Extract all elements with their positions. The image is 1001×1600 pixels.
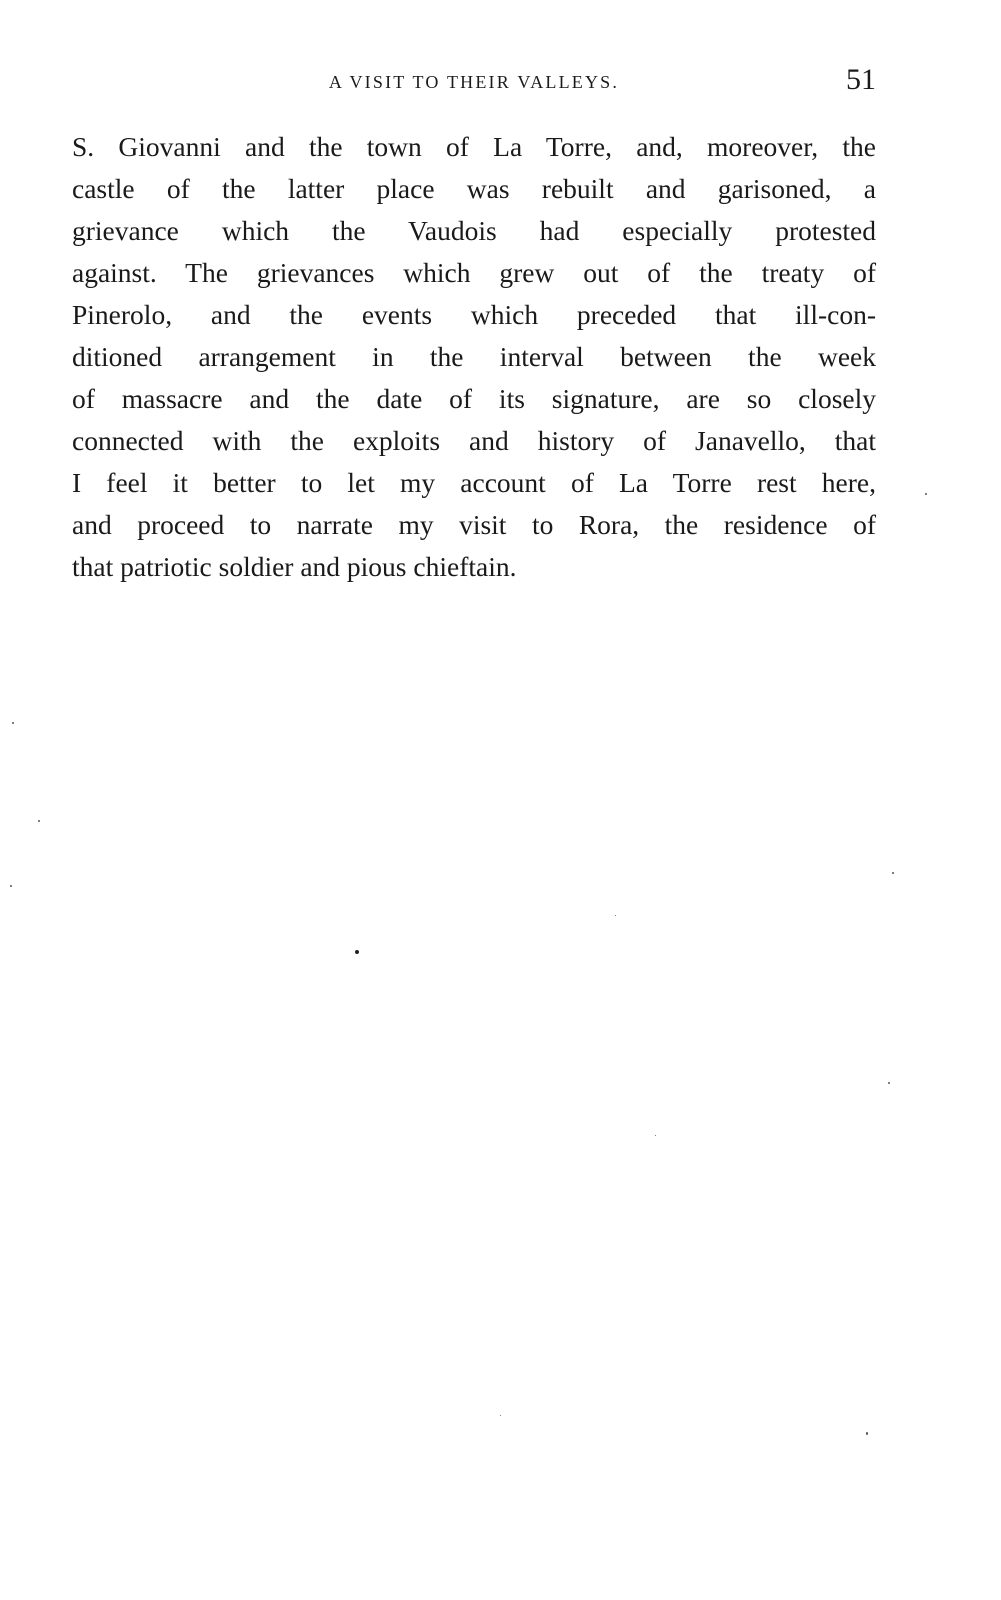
scan-speck (12, 722, 14, 724)
body-paragraph (72, 126, 876, 588)
scan-speck (355, 950, 359, 954)
text-line: ditioned arrangement in the interval between the week (72, 341, 876, 372)
running-title: A VISIT TO THEIR VALLEYS. (328, 72, 620, 92)
text-line: against. The grievances which grew out of the treaty of (72, 257, 876, 288)
scan-speck (500, 1415, 501, 1416)
scan-speck (866, 1432, 868, 1435)
text-line: I feel it better to let my account of La Torre rest here, (72, 467, 876, 498)
page-number: 51 (846, 63, 876, 96)
scan-speck (10, 885, 12, 887)
scan-speck (892, 872, 894, 874)
scan-speck (888, 1082, 890, 1084)
text-line: Pinerolo, and the events which preceded that ill-con- (72, 299, 876, 330)
text-line: castle of the latter place was rebuilt and garisoned, a (72, 173, 876, 204)
text-line: connected with the exploits and history of Janavello, that (72, 425, 876, 456)
text-line: S. Giovanni and the town of La Torre, and, moreover, the (72, 131, 876, 162)
scan-speck (925, 493, 927, 495)
text-line: and proceed to narrate my visit to Rora, the residence of (72, 509, 876, 540)
text-line: that patriotic soldier and pious chieftain. (72, 551, 517, 582)
text-line: grievance which the Vaudois had especially protested (72, 215, 876, 246)
scan-speck (615, 915, 616, 916)
scan-speck (655, 1135, 656, 1136)
text-line: of massacre and the date of its signature, are so closely (72, 383, 876, 414)
scan-speck (38, 820, 40, 822)
running-head (72, 63, 876, 96)
